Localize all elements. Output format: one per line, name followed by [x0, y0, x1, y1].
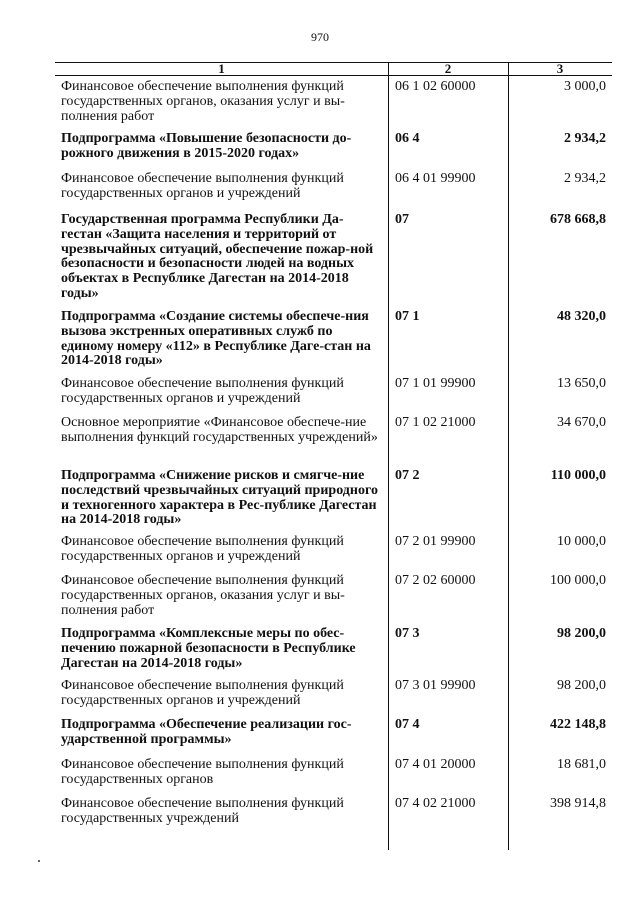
row-name: Подпрограмма «Снижение рисков и смягче-ние последствий чрезвычайных ситуаций природного и техногенного характера в Рес-публике Дагестан на 2014-2018 годы» [61, 468, 378, 528]
row-name: Финансовое обеспечение выполнения функций государственных органов [61, 757, 344, 787]
row-amount: 3 000,0 [564, 79, 606, 94]
row-code: 07 [395, 212, 409, 227]
row-code: 07 3 [395, 626, 420, 641]
row-name: Финансовое обеспечение выполнения функций государственных органов, оказания услуг и вы-полнения работ [61, 79, 345, 124]
row-name: Финансовое обеспечение выполнения функций государственных органов и учреждений [61, 534, 344, 564]
row-amount: 2 934,2 [564, 131, 606, 146]
row-code: 07 2 [395, 468, 420, 483]
column-divider-1 [388, 62, 389, 850]
row-amount: 2 934,2 [564, 171, 606, 186]
row-amount: 422 148,8 [550, 717, 606, 732]
row-amount: 10 000,0 [557, 534, 606, 549]
row-code: 07 2 01 99900 [395, 534, 476, 549]
row-name: Финансовое обеспечение выполнения функций государственных учреждений [61, 796, 344, 826]
row-code: 07 1 01 99900 [395, 376, 476, 391]
row-code: 06 1 02 60000 [395, 79, 476, 94]
row-amount: 100 000,0 [550, 573, 606, 588]
row-code: 07 4 01 20000 [395, 757, 476, 772]
row-amount: 18 681,0 [557, 757, 606, 772]
scan-speck [38, 860, 40, 862]
row-name: Финансовое обеспечение выполнения функций государственных органов и учреждений [61, 376, 344, 406]
row-amount: 110 000,0 [550, 468, 606, 483]
row-amount: 13 650,0 [557, 376, 606, 391]
table-header-rule [55, 75, 612, 76]
row-amount: 98 200,0 [557, 626, 606, 641]
row-name: Подпрограмма «Обеспечение реализации гос-ударственной программы» [61, 717, 352, 747]
row-name: Подпрограмма «Комплексные меры по обес-печению пожарной безопасности в Республике Дагестан на 2014-2018 годы» [61, 626, 356, 671]
row-amount: 398 914,8 [550, 796, 606, 811]
row-amount: 48 320,0 [557, 309, 606, 324]
column-header-3: 3 [556, 61, 564, 76]
row-amount: 98 200,0 [557, 678, 606, 693]
row-name: Финансовое обеспечение выполнения функций государственных органов и учреждений [61, 678, 344, 708]
row-code: 06 4 01 99900 [395, 171, 476, 186]
row-code: 07 1 [395, 309, 420, 324]
row-code: 07 4 02 21000 [395, 796, 476, 811]
budget-table [55, 62, 612, 850]
column-header-1: 1 [218, 61, 225, 76]
row-code: 07 4 [395, 717, 420, 732]
row-name: Подпрограмма «Повышение безопасности до-рожного движения в 2015-2020 годах» [61, 131, 352, 161]
row-name: Государственная программа Республики Да-гестан «Защита населения и территорий от чрезвычайных ситуаций, обеспечение пожар-ной безопасности и безопасности людей на водных объектах в Республике Дагестан на 2014-2018 годы» [61, 212, 374, 301]
row-amount: 678 668,8 [550, 212, 606, 227]
page-number: 970 [311, 30, 329, 44]
row-code: 06 4 [395, 131, 420, 146]
row-code: 07 1 02 21000 [395, 415, 476, 430]
row-code: 07 2 02 60000 [395, 573, 476, 588]
row-name: Основное мероприятие «Финансовое обеспече-ние выполнения функций государственных учреждений» [61, 415, 378, 445]
column-header-2: 2 [444, 61, 452, 76]
row-name: Финансовое обеспечение выполнения функций государственных органов, оказания услуг и вы-полнения работ [61, 573, 345, 618]
row-code: 07 3 01 99900 [395, 678, 476, 693]
row-amount: 34 670,0 [557, 415, 606, 430]
row-name: Подпрограмма «Создание системы обеспече-ния вызова экстренных оперативных служб по единому номеру «112» в Республике Даге-стан на 2014-2018 годы» [61, 309, 371, 369]
row-name: Финансовое обеспечение выполнения функций государственных органов и учреждений [61, 171, 344, 201]
